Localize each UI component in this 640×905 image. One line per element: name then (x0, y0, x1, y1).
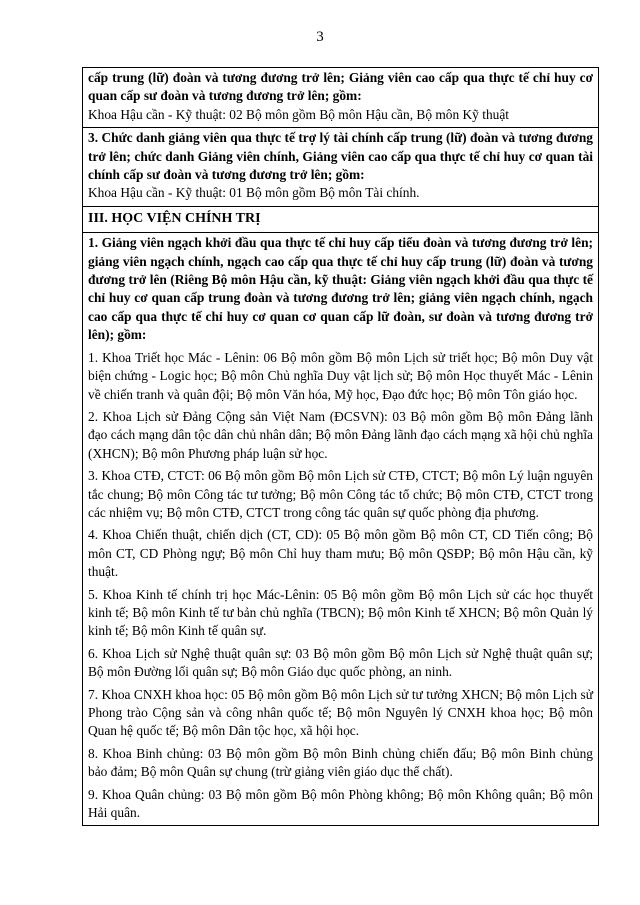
list-item: 5. Khoa Kinh tế chính trị học Mác-Lênin: 05 Bộ môn gồm Bộ môn Lịch sử các học thuyết kinh tế; Bộ môn Kinh tế tư bản chủ nghĩa (TBCN); Bộ môn Kinh tế XHCN; Bộ môn Quản lý kinh tế; Bộ môn Kinh tế quân sự. (88, 586, 593, 639)
row-1-heading: cấp trung (lữ) đoàn và tương đương trở lên; Giảng viên cao cấp qua thực tế chỉ huy cơ quan cấp sư đoàn và tương đương trở lên; gồm: (88, 70, 593, 104)
row-2-line: Khoa Hậu cần - Kỹ thuật: 01 Bộ môn gồm Bộ môn Tài chính. (88, 185, 420, 201)
list-item: 2. Khoa Lịch sử Đảng Cộng sản Việt Nam (ĐCSVN): 03 Bộ môn gồm Bộ môn Đảng lãnh đạo cách mạng dân tộc dân chủ nhân dân; Bộ môn Đảng lãnh đạo cách mạng xã hội chủ nghĩa (XHCN); Bộ môn Phương pháp luận sử học. (88, 408, 593, 461)
section-heading: 1. Giảng viên ngạch khởi đầu qua thực tế chỉ huy cấp tiểu đoàn và tương đương trở lên; giảng viên ngạch chính, ngạch cao cấp qua thực tế chỉ huy cấp trung (lữ) đoàn và tương đương trở lên (Riêng Bộ môn Hậu cần, kỹ thuật: Giảng viên ngạch khởi đầu qua thực tế chỉ huy cơ quan cấp trung đoàn và tương đương trở lên; giảng viên ngạch chính, ngạch cao cấp qua thực tế chỉ huy cơ quan cơ quan cấp lữ đoàn, sư đoàn và tương đương trở lên); gồm: (88, 235, 593, 343)
list-item: 4. Khoa Chiến thuật, chiến dịch (CT, CD): 05 Bộ môn gồm Bộ môn CT, CD Tiến công; Bộ môn CT, CD Phòng ngự; Bộ môn Chỉ huy tham mưu; Bộ môn QSĐP; Bộ môn Hậu cần, kỹ thuật. (88, 527, 593, 580)
section-title: III. HỌC VIỆN CHÍNH TRỊ (83, 206, 598, 232)
list-item: 3. Khoa CTĐ, CTCT: 06 Bộ môn gồm Bộ môn Lịch sử CTĐ, CTCT; Bộ môn Lý luận nguyên tắc chung; Bộ môn Công tác tư tưởng; Bộ môn Công tác tổ chức; Bộ môn CTĐ, CTCT trong các nhiệm vụ; Bộ môn CTĐ, CTCT trong công tác quân sự quốc phòng địa phương. (88, 468, 593, 520)
list-item: 7. Khoa CNXH khoa học: 05 Bộ môn gồm Bộ môn Lịch sử tư tưởng XHCN; Bộ môn Lịch sử Phong trào Cộng sản và công nhân quốc tế; Bộ môn Nguyên lý CNXH khoa học; Bộ môn Quan hệ quốc tế; Bộ môn Dân tộc học, xã hội học. (88, 686, 593, 739)
list-item: 6. Khoa Lịch sử Nghệ thuật quân sự: 03 Bộ môn gồm Bộ môn Lịch sử Nghệ thuật quân sự; Bộ môn Đường lối quân sự; Bộ môn Giáo dục quốc phòng, an ninh. (88, 645, 593, 680)
table-row-1 (83, 68, 598, 127)
row-1-line: Khoa Hậu cần - Kỹ thuật: 02 Bộ môn gồm Bộ môn Hậu cần, Bộ môn Kỹ thuật (88, 106, 510, 122)
row-2-heading: 3. Chức danh giảng viên qua thực tế trợ lý tài chính cấp trung (lữ) đoàn và tương đương trở lên; chức danh Giảng viên chính, Giảng viên cao cấp qua thực tế chỉ huy cơ quan tài chính cấp sư đoàn và tương đương trở lên; gồm: (88, 130, 593, 183)
list-item: 8. Khoa Binh chủng: 03 Bộ môn gồm Bộ môn Binh chủng chiến đấu; Bộ môn Binh chủng bảo đảm; Bộ môn Quân sự chung (trừ giảng viên giáo dục thể chất). (88, 745, 593, 780)
section-block (83, 232, 598, 825)
page-number: 3 (316, 29, 324, 45)
list-item: 9. Khoa Quân chủng: 03 Bộ môn gồm Bộ môn Phòng không; Bộ môn Không quân; Bộ môn Hải quân. (88, 786, 593, 821)
list-item: 1. Khoa Triết học Mác - Lênin: 06 Bộ môn gồm Bộ môn Lịch sử triết học; Bộ môn Duy vật biện chứng - Logic học; Bộ môn Chủ nghĩa Duy vật lịch sử; Bộ môn Học thuyết Mác - Lênin về chiến tranh và quân đội; Bộ môn Văn hóa, Mỹ học, Đạo đức học; Bộ môn Tôn giáo học. (88, 349, 593, 402)
table-row-2 (83, 127, 598, 206)
document-table (82, 67, 599, 826)
